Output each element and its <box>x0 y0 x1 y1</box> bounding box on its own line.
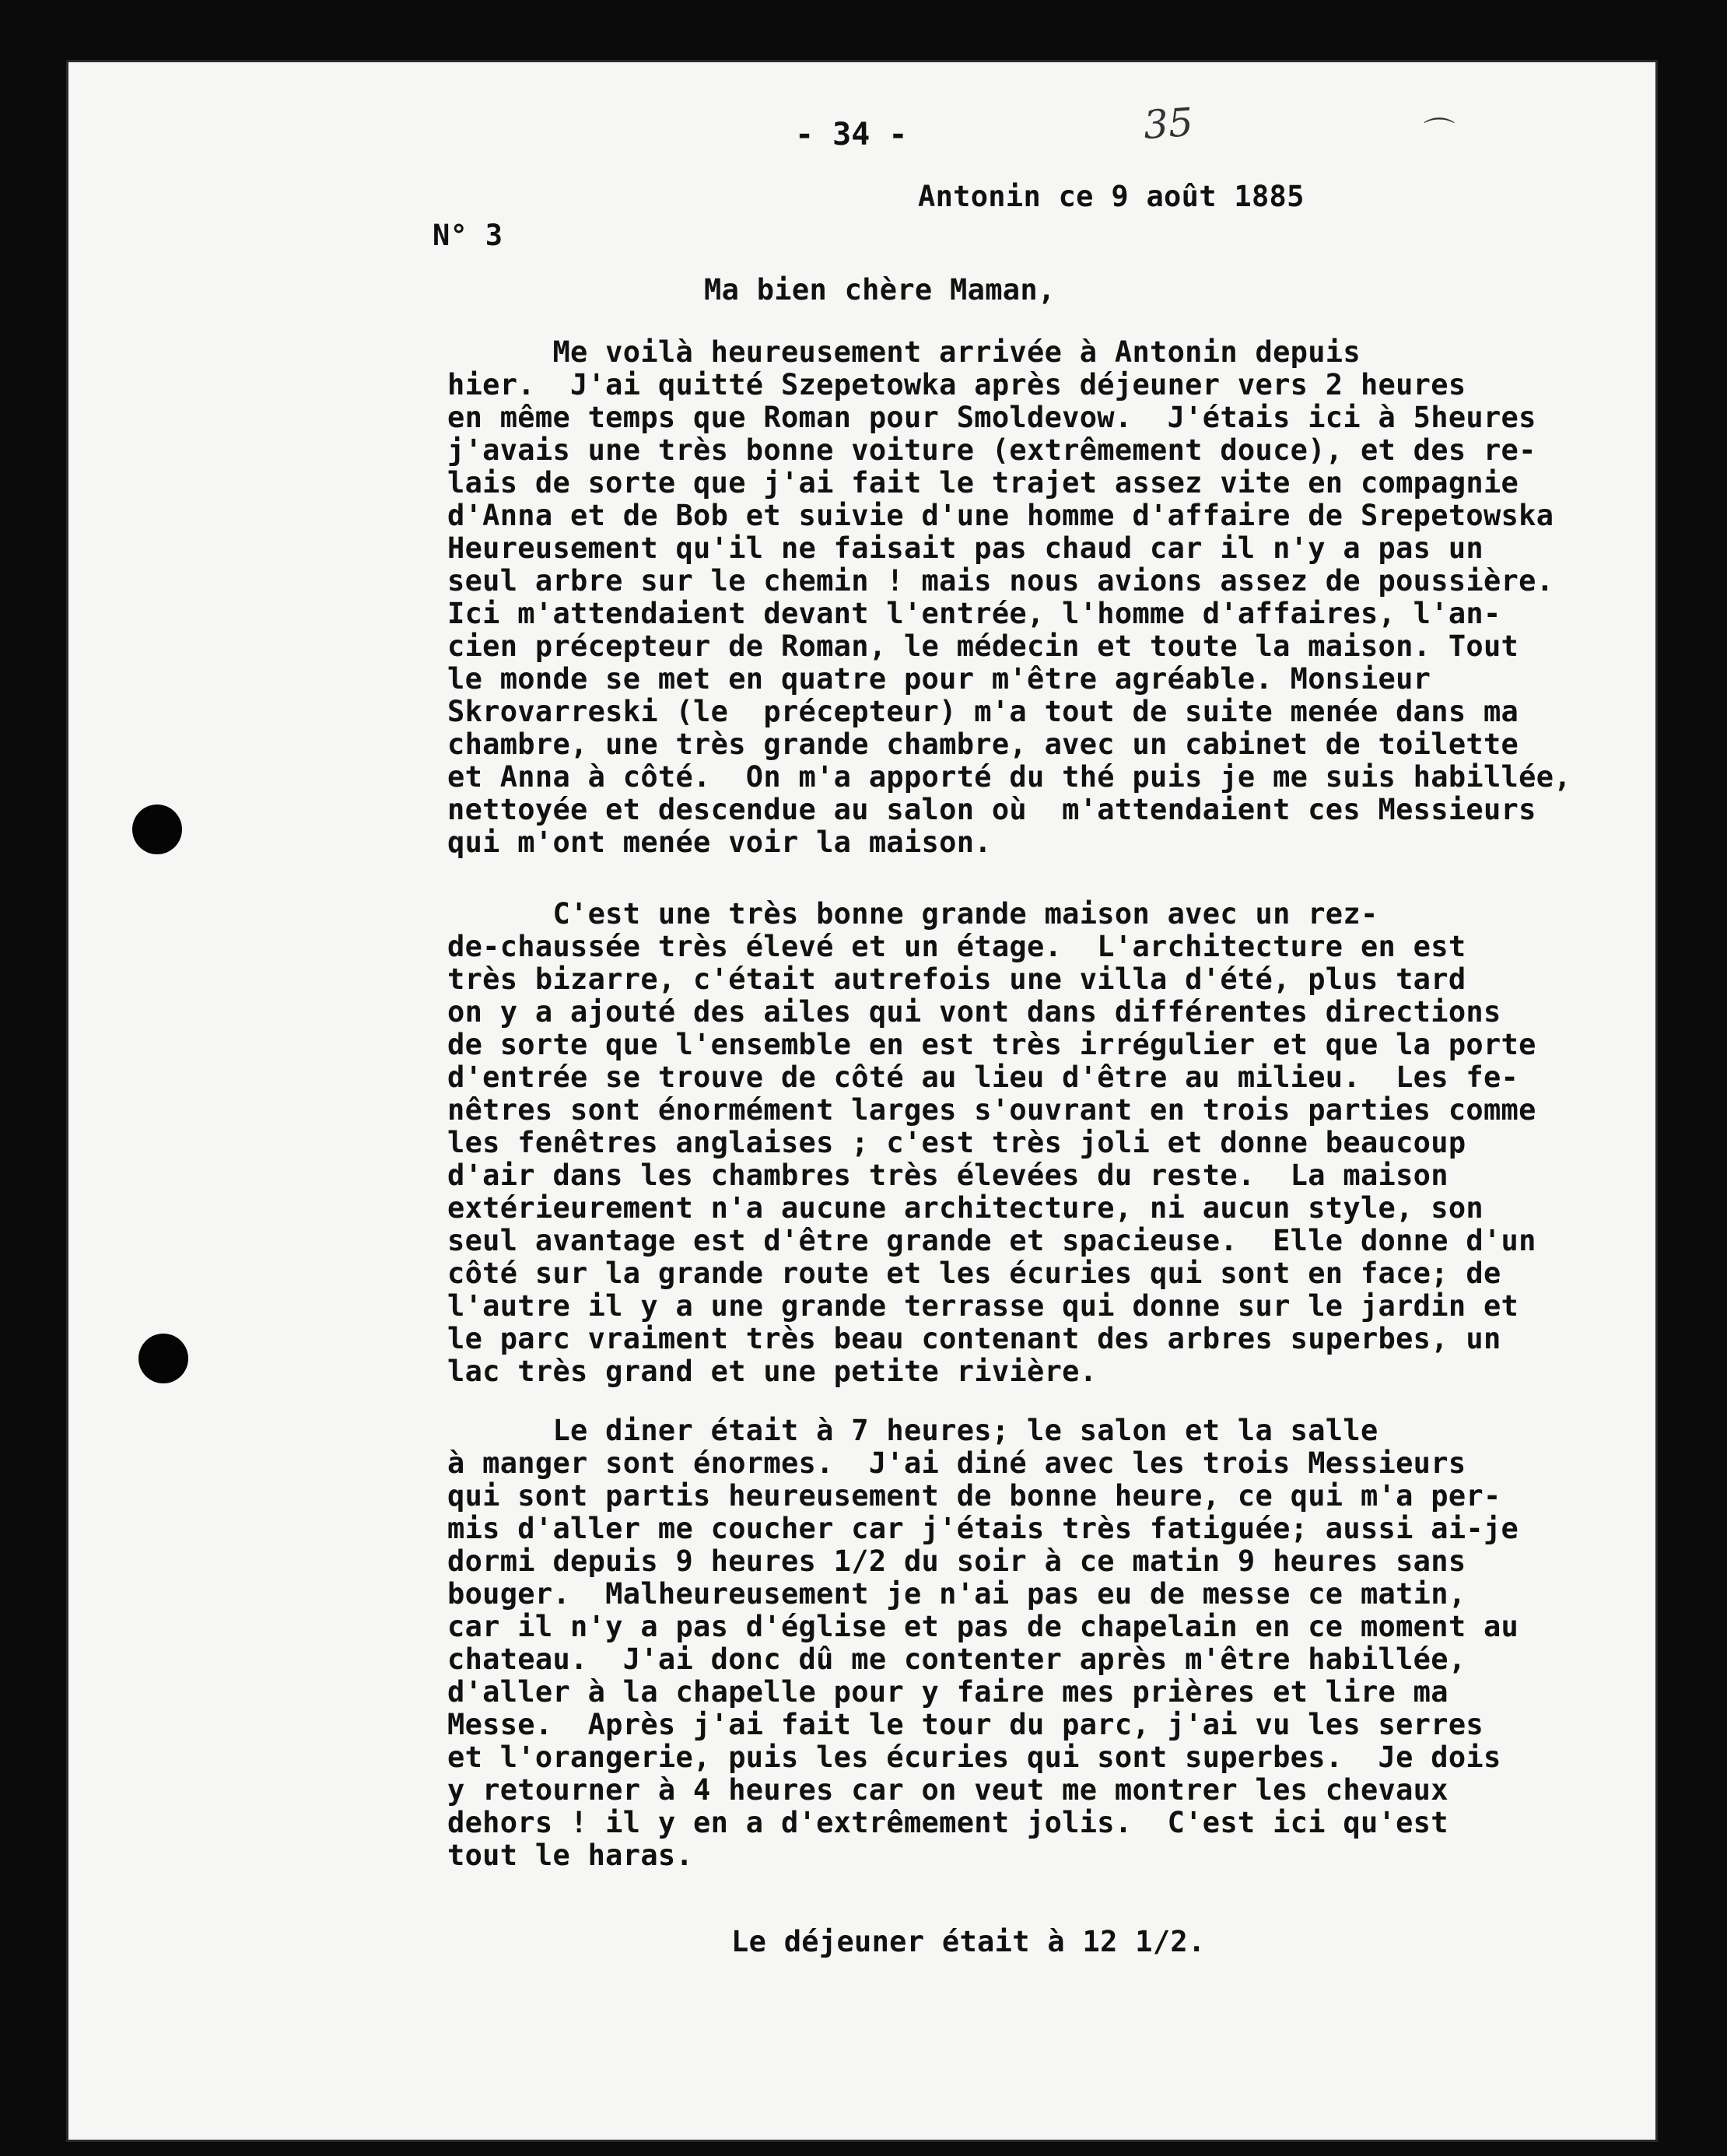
paragraph-lunch <box>731 1926 1206 1958</box>
text-line: de sorte que l'ensemble en est très irrégulier et que la porte <box>447 1028 1536 1061</box>
text-line: dehors ! il y en a d'extrêmement jolis. C'est ici qu'est <box>447 1806 1449 1839</box>
salutation: Ma bien chère Maman, <box>704 273 1056 307</box>
text-line: Me voilà heureusement arrivée à Antonin depuis <box>447 335 1361 369</box>
text-line: on y a ajouté des ailes qui vont dans différentes directions <box>447 995 1501 1029</box>
text-line: qui m'ont menée voir la maison. <box>447 826 992 859</box>
text-line: lac très grand et une petite rivière. <box>447 1355 1098 1388</box>
text-line: mis d'aller me coucher car j'étais très fatiguée; aussi ai-je <box>447 1512 1519 1545</box>
text-line: d'aller à la chapelle pour y faire mes prières et lire ma <box>447 1675 1449 1709</box>
text-line: chambre, une très grande chambre, avec un cabinet de toilette <box>447 727 1519 761</box>
text-line: Le diner était à 7 heures; le salon et la salle <box>447 1414 1378 1447</box>
letter-number: N° 3 <box>433 219 503 252</box>
text-line: Messe. Après j'ai fait le tour du parc, j'ai vu les serres <box>447 1708 1484 1741</box>
text-line: cien précepteur de Roman, le médecin et toute la maison. Tout <box>447 629 1519 663</box>
text-line: et l'orangerie, puis les écuries qui sont superbes. Je dois <box>447 1741 1501 1774</box>
text-line: les fenêtres anglaises ; c'est très joli et donne beaucoup <box>447 1126 1466 1159</box>
punch-hole <box>138 1334 188 1383</box>
page-number: - 34 - <box>795 117 908 152</box>
paragraph-arrival <box>447 336 1571 859</box>
text-line: de-chaussée très élevé et un étage. L'architecture en est <box>447 930 1466 963</box>
text-line: car il n'y a pas d'église et pas de chapelain en ce moment au <box>447 1610 1519 1643</box>
handwritten-page-number: 35 <box>1142 99 1195 149</box>
text-line: qui sont partis heureusement de bonne heure, ce qui m'a per- <box>447 1479 1501 1513</box>
text-line: lais de sorte que j'ai fait le trajet assez vite en compagnie <box>447 466 1519 500</box>
text-line: chateau. J'ai donc dû me contenter après m'être habillée, <box>447 1642 1466 1676</box>
text-line: en même temps que Roman pour Smoldevow. J'étais ici à 5heures <box>447 401 1536 434</box>
text-line: bouger. Malheureusement je n'ai pas eu de messe ce matin, <box>447 1577 1466 1611</box>
text-line: j'avais une très bonne voiture (extrêmement douce), et des re- <box>447 433 1536 467</box>
text-line: Ici m'attendaient devant l'entrée, l'homme d'affaires, l'an- <box>447 597 1501 630</box>
text-line: le monde se met en quatre pour m'être agréable. Monsieur <box>447 662 1431 696</box>
punch-hole <box>132 805 182 854</box>
text-line: à manger sont énormes. J'ai diné avec les trois Messieurs <box>447 1446 1466 1480</box>
text-line: et Anna à côté. On m'a apporté du thé puis je me suis habillée, <box>447 760 1571 794</box>
text-line: nettoyée et descendue au salon où m'attendaient ces Messieurs <box>447 793 1536 826</box>
text-line: d'air dans les chambres très élevées du reste. La maison <box>447 1159 1449 1192</box>
text-line: Heureusement qu'il ne faisait pas chaud car il n'y a pas un <box>447 531 1484 565</box>
text-line: d'entrée se trouve de côté au lieu d'être au milieu. Les fe- <box>447 1060 1519 1094</box>
text-line: tout le haras. <box>447 1839 694 1872</box>
text-line: C'est une très bonne grande maison avec un rez- <box>447 897 1378 931</box>
paragraph-dinner <box>447 1415 1519 1872</box>
text-line: hier. J'ai quitté Szepetowka après déjeuner vers 2 heures <box>447 368 1466 401</box>
text-line: seul avantage est d'être grande et spacieuse. Elle donne d'un <box>447 1224 1536 1257</box>
place-date-line: Antonin ce 9 août 1885 <box>918 180 1305 213</box>
text-line: extérieurement n'a aucune architecture, ni aucun style, son <box>447 1191 1484 1225</box>
paragraph-house <box>447 898 1536 1388</box>
text-line: Le déjeuner était à 12 1/2. <box>731 1925 1206 1958</box>
text-line: dormi depuis 9 heures 1/2 du soir à ce matin 9 heures sans <box>447 1544 1466 1578</box>
text-line: côté sur la grande route et les écuries qui sont en face; de <box>447 1257 1501 1290</box>
handwritten-mark: ⌒ <box>1424 116 1455 152</box>
text-line: le parc vraiment très beau contenant des arbres superbes, un <box>447 1322 1501 1355</box>
text-line: Skrovarreski (le précepteur) m'a tout de suite menée dans ma <box>447 695 1519 728</box>
text-line: nêtres sont énormément larges s'ouvrant en trois parties comme <box>447 1093 1536 1127</box>
text-line: d'Anna et de Bob et suivie d'une homme d'affaire de Srepetowska <box>447 499 1554 532</box>
text-line: très bizarre, c'était autrefois une villa d'été, plus tard <box>447 962 1466 996</box>
text-line: l'autre il y a une grande terrasse qui donne sur le jardin et <box>447 1289 1519 1323</box>
text-line: seul arbre sur le chemin ! mais nous avions assez de poussière. <box>447 564 1554 598</box>
text-line: y retourner à 4 heures car on veut me montrer les chevaux <box>447 1773 1449 1807</box>
